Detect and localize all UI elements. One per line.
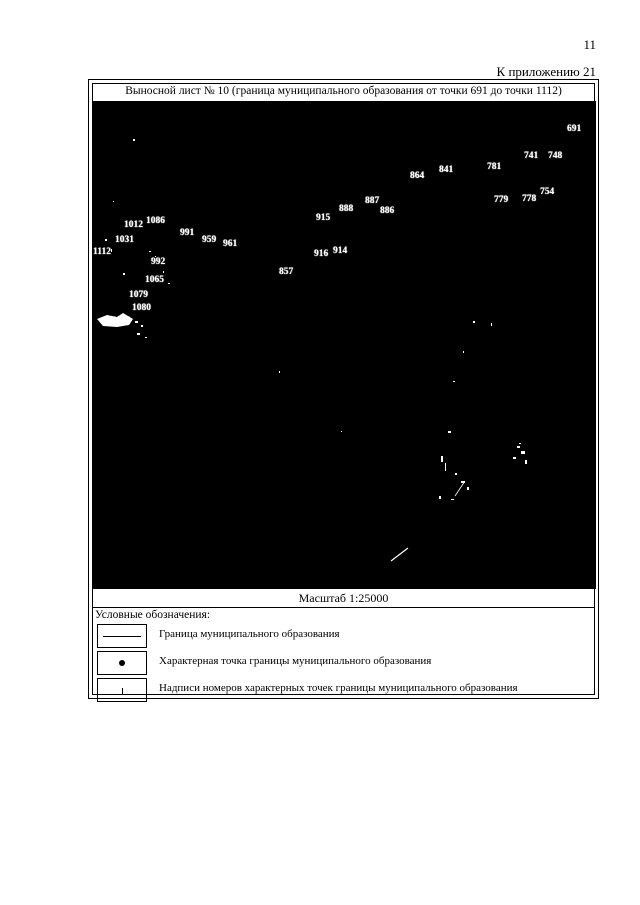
legend-title: Условные обозначения: xyxy=(95,609,211,621)
point-dot-icon xyxy=(119,660,125,666)
map-scale: Масштаб 1:25000 xyxy=(93,591,594,608)
page-number: 11 xyxy=(583,37,596,52)
legend-label: Характерная точка границы муниципального образования xyxy=(159,655,432,667)
point-label-778: 778 xyxy=(522,194,537,204)
point-label-1012: 1012 xyxy=(124,220,143,230)
point-label-1112: 1112 xyxy=(93,247,111,257)
point-label-754: 754 xyxy=(540,187,555,197)
label-tick-icon xyxy=(122,688,123,694)
point-label-1091: 1091 xyxy=(112,316,131,326)
point-label-1079: 1079 xyxy=(129,290,148,300)
point-label-886: 886 xyxy=(380,206,395,216)
boundary-line-icon xyxy=(103,636,141,637)
point-label-741: 741 xyxy=(524,151,539,161)
point-label-888: 888 xyxy=(339,204,354,214)
legend-item-point xyxy=(97,651,577,677)
point-label-961: 961 xyxy=(223,239,238,249)
point-label-779: 779 xyxy=(494,195,509,205)
point-label-959: 959 xyxy=(202,235,217,245)
point-label-1080: 1080 xyxy=(132,303,151,313)
map-sheet-frame xyxy=(88,79,599,699)
point-label-1086: 1086 xyxy=(146,216,165,226)
point-label-991: 991 xyxy=(180,228,195,238)
map-graphics xyxy=(93,101,596,589)
point-label-781: 781 xyxy=(487,162,502,172)
point-label-748: 748 xyxy=(548,151,563,161)
point-label-857: 857 xyxy=(279,267,294,277)
point-label-915: 915 xyxy=(316,213,331,223)
legend-label: Надписи номеров характерных точек границы муниципального образования xyxy=(159,682,518,694)
map-sheet-inner xyxy=(92,83,595,695)
map-area xyxy=(93,101,596,589)
legend-symbol-box xyxy=(97,651,147,675)
point-label-1031: 1031 xyxy=(115,235,134,245)
annex-reference: К приложению 21 xyxy=(496,64,596,79)
map-title: Выносной лист № 10 (граница муниципального образования от точки 691 до точки 1112) xyxy=(125,85,562,97)
point-label-691: 691 xyxy=(567,124,582,134)
point-label-864: 864 xyxy=(410,171,425,181)
point-label-887: 887 xyxy=(365,196,380,206)
point-label-1065: 1065 xyxy=(145,275,164,285)
legend-label: Граница муниципального образования xyxy=(159,628,340,640)
legend-item-boundary xyxy=(97,624,577,650)
point-label-916: 916 xyxy=(314,249,329,259)
point-label-992: 992 xyxy=(151,257,166,267)
point-label-914: 914 xyxy=(333,246,348,256)
point-label-841: 841 xyxy=(439,165,454,175)
legend-item-labels xyxy=(97,678,577,704)
legend-symbol-box xyxy=(97,678,147,702)
terrain-speckles xyxy=(113,139,527,500)
legend-symbol-box xyxy=(97,624,147,648)
